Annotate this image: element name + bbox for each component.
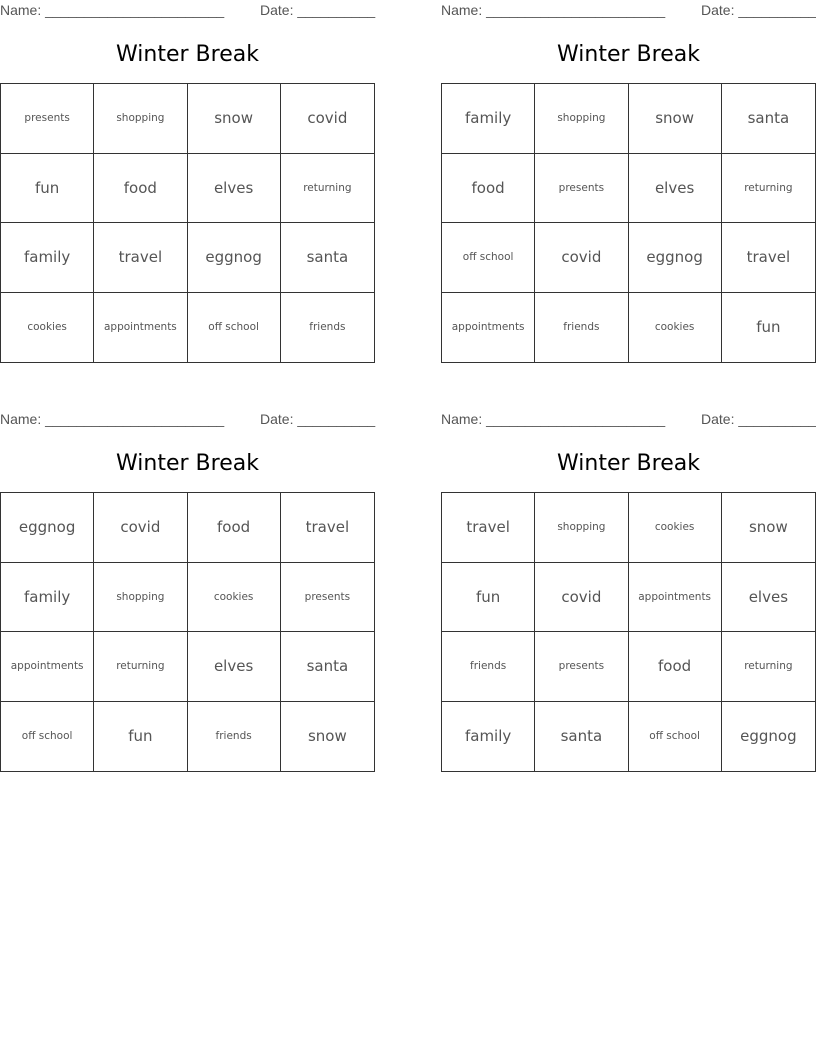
bingo-cell: cookies bbox=[188, 563, 281, 633]
name-date-line bbox=[0, 0, 375, 20]
bingo-cell: eggnog bbox=[740, 727, 797, 746]
bingo-cell: snow bbox=[307, 727, 347, 746]
bingo-cell: santa bbox=[535, 702, 628, 772]
bingo-cell: elves bbox=[188, 632, 281, 702]
bingo-cell: santa bbox=[722, 84, 815, 154]
bingo-cell: elves bbox=[722, 563, 815, 633]
bingo-cell: presents bbox=[535, 632, 628, 702]
bingo-cell: covid bbox=[281, 84, 374, 154]
bingo-cell: snow bbox=[629, 84, 722, 154]
bingo-card bbox=[0, 0, 376, 334]
bingo-cell: travel bbox=[281, 493, 374, 563]
bingo-cell: presents bbox=[281, 563, 374, 633]
bingo-cell: friends bbox=[535, 293, 628, 363]
bingo-cell: returning bbox=[281, 154, 374, 224]
card-title: Winter Break bbox=[116, 451, 259, 476]
card-title: Winter Break bbox=[557, 42, 700, 67]
name-date-line bbox=[0, 409, 375, 429]
bingo-cell: returning bbox=[94, 632, 187, 702]
bingo-cell: returning bbox=[722, 632, 815, 702]
bingo-cell: elves bbox=[629, 154, 722, 224]
bingo-cell: snow bbox=[722, 493, 815, 563]
bingo-cell: fun bbox=[756, 318, 781, 337]
name-date-line bbox=[441, 409, 816, 429]
bingo-cell: food bbox=[188, 493, 281, 563]
bingo-cell: eggnog bbox=[1, 493, 94, 563]
bingo-card bbox=[441, 409, 816, 746]
name-field: Name: _______________________ bbox=[0, 411, 225, 427]
bingo-cell: cookies bbox=[629, 493, 722, 563]
name-field: Name: _______________________ bbox=[441, 411, 666, 427]
bingo-cell: travel bbox=[94, 223, 187, 293]
bingo-cell: eggnog bbox=[629, 223, 722, 293]
bingo-cell: friends bbox=[442, 632, 535, 702]
bingo-cell: covid bbox=[535, 563, 628, 633]
bingo-cell: off school bbox=[629, 702, 722, 772]
bingo-cell: appointments bbox=[629, 563, 722, 633]
name-field: Name: _______________________ bbox=[441, 2, 666, 18]
bingo-cell: cookies bbox=[1, 293, 94, 363]
date-field: Date: __________ bbox=[260, 2, 376, 18]
bingo-cell: family bbox=[1, 223, 94, 293]
bingo-cell: returning bbox=[722, 154, 815, 224]
bingo-cell: santa bbox=[281, 223, 374, 293]
bingo-cell: cookies bbox=[629, 293, 722, 363]
bingo-cell: presents bbox=[535, 154, 628, 224]
card-title: Winter Break bbox=[116, 42, 259, 67]
bingo-cell: shopping bbox=[94, 84, 187, 154]
bingo-cell: family bbox=[442, 702, 535, 772]
bingo-grid bbox=[441, 83, 816, 363]
bingo-cell: covid bbox=[94, 493, 187, 563]
bingo-cell: shopping bbox=[535, 493, 628, 563]
bingo-cell: covid bbox=[535, 223, 628, 293]
bingo-cell: food bbox=[629, 632, 722, 702]
bingo-card bbox=[0, 409, 376, 746]
bingo-cell: food bbox=[94, 154, 187, 224]
bingo-cell: friends bbox=[188, 702, 281, 772]
bingo-cell: eggnog bbox=[188, 223, 281, 293]
bingo-cell: appointments bbox=[1, 632, 94, 702]
bingo-grid bbox=[0, 492, 375, 772]
bingo-cell: fun bbox=[94, 702, 187, 772]
bingo-cell: fun bbox=[1, 154, 94, 224]
bingo-cell: presents bbox=[1, 84, 94, 154]
bingo-card bbox=[441, 0, 816, 337]
date-field: Date: __________ bbox=[701, 411, 816, 427]
bingo-cell: elves bbox=[188, 154, 281, 224]
bingo-cell: off school bbox=[442, 223, 535, 293]
name-date-line bbox=[441, 0, 816, 20]
bingo-cell: family bbox=[1, 563, 94, 633]
date-field: Date: __________ bbox=[701, 2, 816, 18]
bingo-cell: snow bbox=[188, 84, 281, 154]
bingo-cell: shopping bbox=[535, 84, 628, 154]
card-title: Winter Break bbox=[557, 451, 700, 476]
bingo-cell: travel bbox=[722, 223, 815, 293]
bingo-cell: friends bbox=[309, 321, 346, 334]
bingo-cell: santa bbox=[281, 632, 374, 702]
bingo-cell: off school bbox=[188, 293, 281, 363]
bingo-cell: off school bbox=[1, 702, 94, 772]
bingo-cell: travel bbox=[442, 493, 535, 563]
bingo-grid bbox=[0, 83, 375, 363]
bingo-cell: fun bbox=[442, 563, 535, 633]
bingo-grid bbox=[441, 492, 816, 772]
name-field: Name: _______________________ bbox=[0, 2, 225, 18]
bingo-cell: shopping bbox=[94, 563, 187, 633]
bingo-cell: food bbox=[442, 154, 535, 224]
bingo-cell: appointments bbox=[442, 293, 535, 363]
bingo-cell: family bbox=[442, 84, 535, 154]
bingo-cell: appointments bbox=[94, 293, 187, 363]
date-field: Date: __________ bbox=[260, 411, 376, 427]
